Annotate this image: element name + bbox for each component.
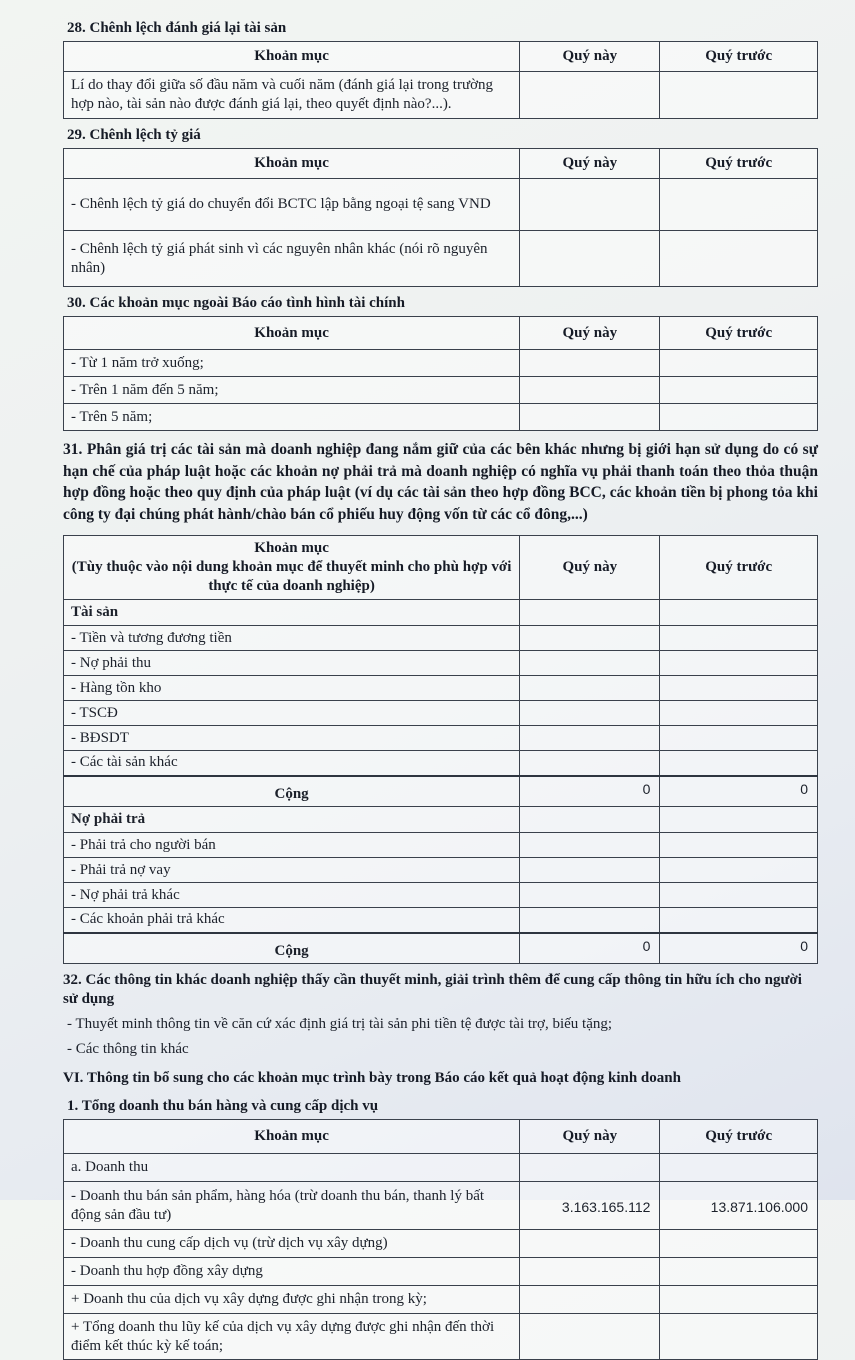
liabilities-total-quy-nay: 0 xyxy=(520,933,660,964)
table-row xyxy=(64,1314,818,1360)
table-revenue-header-row xyxy=(64,1120,818,1154)
table-row xyxy=(64,883,818,908)
value-quy-nay xyxy=(520,676,660,701)
liabilities-total-quy-truoc: 0 xyxy=(660,933,818,964)
column-header-khoan-muc: Khoản mục xyxy=(64,42,520,72)
table-row xyxy=(64,833,818,858)
value-quy-truoc xyxy=(660,751,818,776)
value-quy-truoc xyxy=(660,883,818,908)
table-row xyxy=(64,72,818,119)
column-header-quy-nay: Quý này xyxy=(520,536,660,600)
row-label: - Trên 1 năm đến 5 năm; xyxy=(64,377,520,404)
row-label: - Từ 1 năm trở xuống; xyxy=(64,350,520,377)
row-label: - Các khoản phải trả khác xyxy=(64,908,520,933)
table-29 xyxy=(63,148,818,287)
table-row xyxy=(64,1230,818,1258)
section-vi-heading: VI. Thông tin bổ sung cho các khoản mục trình bày trong Báo cáo kết quả hoạt động kinh doanh xyxy=(63,1070,681,1086)
header-line-1: Khoản mục xyxy=(254,540,329,556)
value-quy-truoc xyxy=(660,626,818,651)
value-quy-nay xyxy=(520,726,660,751)
group-label-assets: Tài sản xyxy=(64,600,520,626)
value-quy-truoc xyxy=(660,1258,818,1286)
value-quy-truoc xyxy=(660,651,818,676)
column-header-quy-truoc: Quý trước xyxy=(660,149,818,179)
value-quy-truoc xyxy=(660,231,818,287)
row-label: - Doanh thu cung cấp dịch vụ (trừ dịch vụ xây dựng) xyxy=(64,1230,520,1258)
table-28 xyxy=(63,41,818,119)
row-label: - TSCĐ xyxy=(64,701,520,726)
table-row xyxy=(64,404,818,431)
table-row xyxy=(64,350,818,377)
column-header-khoan-muc xyxy=(64,536,520,600)
table-row xyxy=(64,858,818,883)
table-31 xyxy=(63,535,818,964)
value-quy-nay xyxy=(520,404,660,431)
column-header-khoan-muc: Khoản mục xyxy=(64,1120,520,1154)
row-label: - Doanh thu bán sản phẩm, hàng hóa (trừ doanh thu bán, thanh lý bất động sản đầu tư) xyxy=(64,1182,520,1230)
value-quy-nay xyxy=(520,1314,660,1360)
table-row xyxy=(64,626,818,651)
table-row xyxy=(64,377,818,404)
value-quy-nay xyxy=(520,807,660,833)
value-quy-truoc xyxy=(660,72,818,119)
table-30 xyxy=(63,316,818,431)
row-label: + Tổng doanh thu lũy kế của dịch vụ xây dựng được ghi nhận đến thời điểm kết thúc kỳ kế toán; xyxy=(64,1314,520,1360)
value-quy-nay xyxy=(520,1286,660,1314)
value-quy-truoc xyxy=(660,1286,818,1314)
value-quy-truoc xyxy=(660,1314,818,1360)
column-header-quy-nay: Quý này xyxy=(520,317,660,350)
row-label: - Phải trả cho người bán xyxy=(64,833,520,858)
column-header-quy-truoc: Quý trước xyxy=(660,1120,818,1154)
table-row xyxy=(64,231,818,287)
header-line-2: (Tùy thuộc vào nội dung khoản mục để thuyết minh cho phù hợp với thực tế của doanh nghiệp) xyxy=(71,559,512,594)
column-header-quy-truoc: Quý trước xyxy=(660,536,818,600)
value-quy-truoc xyxy=(660,807,818,833)
value-quy-nay xyxy=(520,883,660,908)
table-row xyxy=(64,651,818,676)
value-quy-truoc xyxy=(660,179,818,231)
row-label: - Tiền và tương đương tiền xyxy=(64,626,520,651)
value-quy-nay xyxy=(520,651,660,676)
row-label: - Các tài sản khác xyxy=(64,751,520,776)
table-28-header-row xyxy=(64,42,818,72)
table-revenue xyxy=(63,1119,818,1360)
value-quy-truoc xyxy=(660,908,818,933)
column-header-quy-nay: Quý này xyxy=(520,1120,660,1154)
table-row xyxy=(64,1182,818,1230)
value-quy-nay xyxy=(520,626,660,651)
column-header-quy-truoc: Quý trước xyxy=(660,317,818,350)
row-label: - Trên 5 năm; xyxy=(64,404,520,431)
value-quy-truoc xyxy=(660,701,818,726)
row-label: - Nợ phải trả khác xyxy=(64,883,520,908)
row-label: Lí do thay đổi giữa số đầu năm và cuối năm (đánh giá lại trong trường hợp nào, tài sản nào được đánh giá lại, theo quyết định nào?...). xyxy=(64,72,520,119)
row-label: a. Doanh thu xyxy=(64,1154,520,1182)
section-31-heading: 31. Phân giá trị các tài sản mà doanh nghiệp đang nắm giữ của các bên khác nhưng bị giới hạn sử dụng do có sự hạn chế của pháp luật hoặc các khoản nợ phải trả mà doanh nghiệp có nghĩa vụ phải thanh toán theo thỏa thuận hợp đồng hoặc theo quy định của pháp luật (ví dụ các tài sản theo hợp đồng BCC, các khoản tiền bị phong tỏa khi công ty đại chúng phát hành/chào bán cổ phiếu huy động vốn từ các cổ đông,...) xyxy=(63,441,818,523)
value-quy-nay xyxy=(520,908,660,933)
table-row xyxy=(64,1258,818,1286)
value-quy-nay xyxy=(520,1230,660,1258)
row-label: + Doanh thu của dịch vụ xây dựng được ghi nhận trong kỳ; xyxy=(64,1286,520,1314)
section-28-heading: 28. Chênh lệch đánh giá lại tài sản xyxy=(67,20,287,36)
value-quy-nay xyxy=(520,350,660,377)
column-header-quy-truoc: Quý trước xyxy=(660,42,818,72)
value-quy-nay xyxy=(520,72,660,119)
table-row xyxy=(64,676,818,701)
row-label: - Nợ phải thu xyxy=(64,651,520,676)
row-label: - Hàng tồn kho xyxy=(64,676,520,701)
table-row xyxy=(64,908,818,933)
row-label: - Phải trả nợ vay xyxy=(64,858,520,883)
row-label: - Chênh lệch tỷ giá do chuyển đổi BCTC lập bằng ngoại tệ sang VND xyxy=(64,179,520,231)
table-row xyxy=(64,701,818,726)
value-quy-truoc xyxy=(660,726,818,751)
column-header-khoan-muc: Khoản mục xyxy=(64,149,520,179)
value-quy-nay xyxy=(520,1154,660,1182)
column-header-quy-nay: Quý này xyxy=(520,149,660,179)
value-quy-truoc xyxy=(660,1154,818,1182)
table-row xyxy=(64,179,818,231)
section-30-heading: 30. Các khoản mục ngoài Báo cáo tình hình tài chính xyxy=(67,295,405,311)
value-quy-truoc xyxy=(660,350,818,377)
table-row xyxy=(64,1154,818,1182)
section-32-line-1: - Thuyết minh thông tin về căn cứ xác định giá trị tài sản phi tiền tệ được tài trợ, biếu tặng; xyxy=(67,1016,613,1032)
value-quy-truoc xyxy=(660,377,818,404)
table-group-row xyxy=(64,600,818,626)
assets-total-quy-nay: 0 xyxy=(520,776,660,807)
value-quy-truoc xyxy=(660,1230,818,1258)
value-quy-truoc: 13.871.106.000 xyxy=(660,1182,818,1230)
value-quy-nay xyxy=(520,179,660,231)
value-quy-nay: 3.163.165.112 xyxy=(520,1182,660,1230)
table-row xyxy=(64,1286,818,1314)
total-label: Cộng xyxy=(64,776,520,807)
value-quy-nay xyxy=(520,701,660,726)
row-label: - Doanh thu hợp đồng xây dựng xyxy=(64,1258,520,1286)
value-quy-truoc xyxy=(660,404,818,431)
column-header-khoan-muc: Khoản mục xyxy=(64,317,520,350)
value-quy-truoc xyxy=(660,833,818,858)
value-quy-truoc xyxy=(660,858,818,883)
column-header-quy-nay: Quý này xyxy=(520,42,660,72)
value-quy-nay xyxy=(520,377,660,404)
section-1-heading: 1. Tổng doanh thu bán hàng và cung cấp dịch vụ xyxy=(67,1098,379,1114)
value-quy-truoc xyxy=(660,600,818,626)
table-30-header-row xyxy=(64,317,818,350)
liabilities-total-row xyxy=(64,933,818,964)
row-label: - Chênh lệch tỷ giá phát sinh vì các nguyên nhân khác (nói rõ nguyên nhân) xyxy=(64,231,520,287)
row-label: - BĐSDT xyxy=(64,726,520,751)
table-group-row xyxy=(64,807,818,833)
section-32-line-2: - Các thông tin khác xyxy=(67,1041,189,1057)
section-29-heading: 29. Chênh lệch tỷ giá xyxy=(67,127,201,143)
group-label-liabilities: Nợ phải trả xyxy=(64,807,520,833)
value-quy-nay xyxy=(520,231,660,287)
value-quy-nay xyxy=(520,1258,660,1286)
value-quy-nay xyxy=(520,751,660,776)
value-quy-nay xyxy=(520,858,660,883)
table-31-header-row xyxy=(64,536,818,600)
value-quy-nay xyxy=(520,833,660,858)
assets-total-row xyxy=(64,776,818,807)
value-quy-truoc xyxy=(660,676,818,701)
assets-total-quy-truoc: 0 xyxy=(660,776,818,807)
table-row xyxy=(64,726,818,751)
value-quy-nay xyxy=(520,600,660,626)
section-32-heading: 32. Các thông tin khác doanh nghiệp thấy cần thuyết minh, giải trình thêm để cung cấp thông tin hữu ích cho người sử dụng xyxy=(63,972,802,1007)
table-row xyxy=(64,751,818,776)
table-29-header-row xyxy=(64,149,818,179)
total-label: Cộng xyxy=(64,933,520,964)
